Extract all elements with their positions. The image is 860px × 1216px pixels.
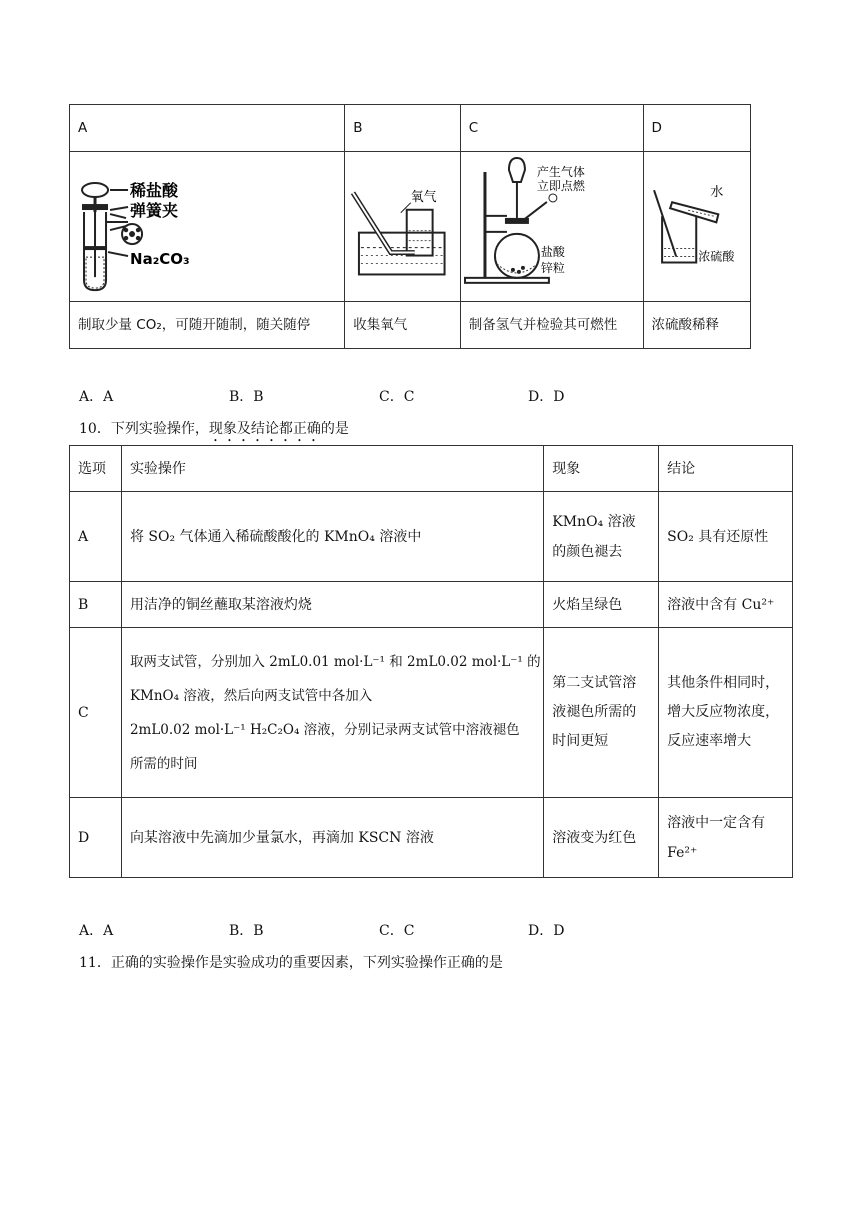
caption-a: 制取少量 CO₂，可随开随制，随关随停 (70, 301, 345, 348)
figure-a-cell (70, 152, 345, 302)
row-a-option: A (70, 492, 122, 582)
row-a-operation: 将 SO₂ 气体通入稀硫酸酸化的 KMnO₄ 溶液中 (121, 492, 543, 582)
row-b-phenomenon: 火焰呈绿色 (544, 582, 659, 628)
label-dilute-hcl: 稀盐酸 (130, 181, 179, 201)
table-row (70, 492, 793, 582)
option-b[interactable]: B．B (229, 923, 264, 939)
option-d[interactable]: D．D (528, 389, 565, 405)
label-conc-h2so4: 浓硫酸 (697, 249, 734, 264)
label-oxygen: 氧气 (410, 189, 437, 205)
row-c-phenomenon: 第二支试管溶 液褪色所需的 时间更短 (544, 628, 659, 798)
option-a[interactable]: A．A (79, 389, 114, 405)
question-10 (79, 418, 349, 445)
question-10-emphasis: 现象及结论都正确 (208, 421, 321, 437)
row-c-option: C (70, 628, 122, 798)
figure-d-apparatus (644, 152, 751, 301)
row-d-conclusion: 溶液中一定含有 Fe²⁺ (659, 798, 793, 878)
header-option: 选项 (70, 446, 122, 492)
question-10-pre: 下列实验操作， (110, 421, 209, 437)
row-c-operation: 取两支试管，分别加入 2mL0.01 mol·L⁻¹ 和 2mL0.02 mol·L⁻¹ 的 KMnO₄ 溶液，然后向两支试管中各加入 2mL0.02 mol·L⁻¹ H₂C₂O₄ 溶液，分别记录两支试管中溶液褪色 所需的时间 (121, 628, 543, 798)
figure-c-cell (460, 152, 643, 302)
label-zinc: 锌粒 (540, 261, 565, 276)
option-b[interactable]: B．B (229, 389, 264, 405)
caption-b: 收集氧气 (345, 301, 461, 348)
row-b-operation: 用洁净的铜丝蘸取某溶液灼烧 (121, 582, 543, 628)
figure-b-apparatus (345, 153, 460, 300)
header-a: A (70, 105, 345, 152)
question-10-post: 的是 (320, 421, 349, 437)
row-d-option: D (70, 798, 122, 878)
table-row (70, 628, 793, 798)
label-na2co3: Na₂CO₃ (130, 250, 190, 269)
option-c[interactable]: C．C (379, 389, 415, 405)
caption-d: 浓硫酸稀释 (643, 301, 751, 348)
row-d-operation: 向某溶液中先滴加少量氯水，再滴加 KSCN 溶液 (121, 798, 543, 878)
header-phenomenon: 现象 (544, 446, 659, 492)
header-c: C (460, 105, 643, 152)
option-a[interactable]: A．A (79, 923, 114, 939)
header-d: D (643, 105, 751, 152)
question-11: 11．正确的实验操作是实验成功的重要因素，下列实验操作正确的是 (79, 955, 503, 971)
experiment-table (69, 445, 793, 878)
table-row (70, 798, 793, 878)
table-row (70, 582, 793, 628)
row-a-phenomenon: KMnO₄ 溶液 的颜色褪去 (544, 492, 659, 582)
label-gas-produced: 产生气体 (536, 165, 585, 180)
header-b: B (345, 105, 461, 152)
header-conclusion: 结论 (659, 446, 793, 492)
row-d-phenomenon: 溶液变为红色 (544, 798, 659, 878)
row-b-option: B (70, 582, 122, 628)
label-ignite: 立即点燃 (536, 179, 585, 194)
option-d[interactable]: D．D (528, 923, 565, 939)
label-hcl: 盐酸 (540, 245, 565, 260)
row-a-conclusion: SO₂ 具有还原性 (659, 492, 793, 582)
header-operation: 实验操作 (121, 446, 543, 492)
figure-c-apparatus (461, 152, 643, 300)
figure-b-cell (345, 152, 461, 302)
question-10-number: 10． (79, 421, 111, 437)
figure-d-cell (643, 152, 751, 302)
apparatus-table (69, 104, 751, 349)
option-c[interactable]: C．C (379, 923, 415, 939)
caption-c: 制备氢气并检验其可燃性 (460, 301, 643, 348)
label-spring-clip: 弹簧夹 (130, 201, 179, 221)
label-water: 水 (709, 185, 723, 201)
row-b-conclusion: 溶液中含有 Cu²⁺ (659, 582, 793, 628)
figure-a-apparatus (70, 152, 344, 300)
row-c-conclusion: 其他条件相同时， 增大反应物浓度， 反应速率增大 (659, 628, 793, 798)
